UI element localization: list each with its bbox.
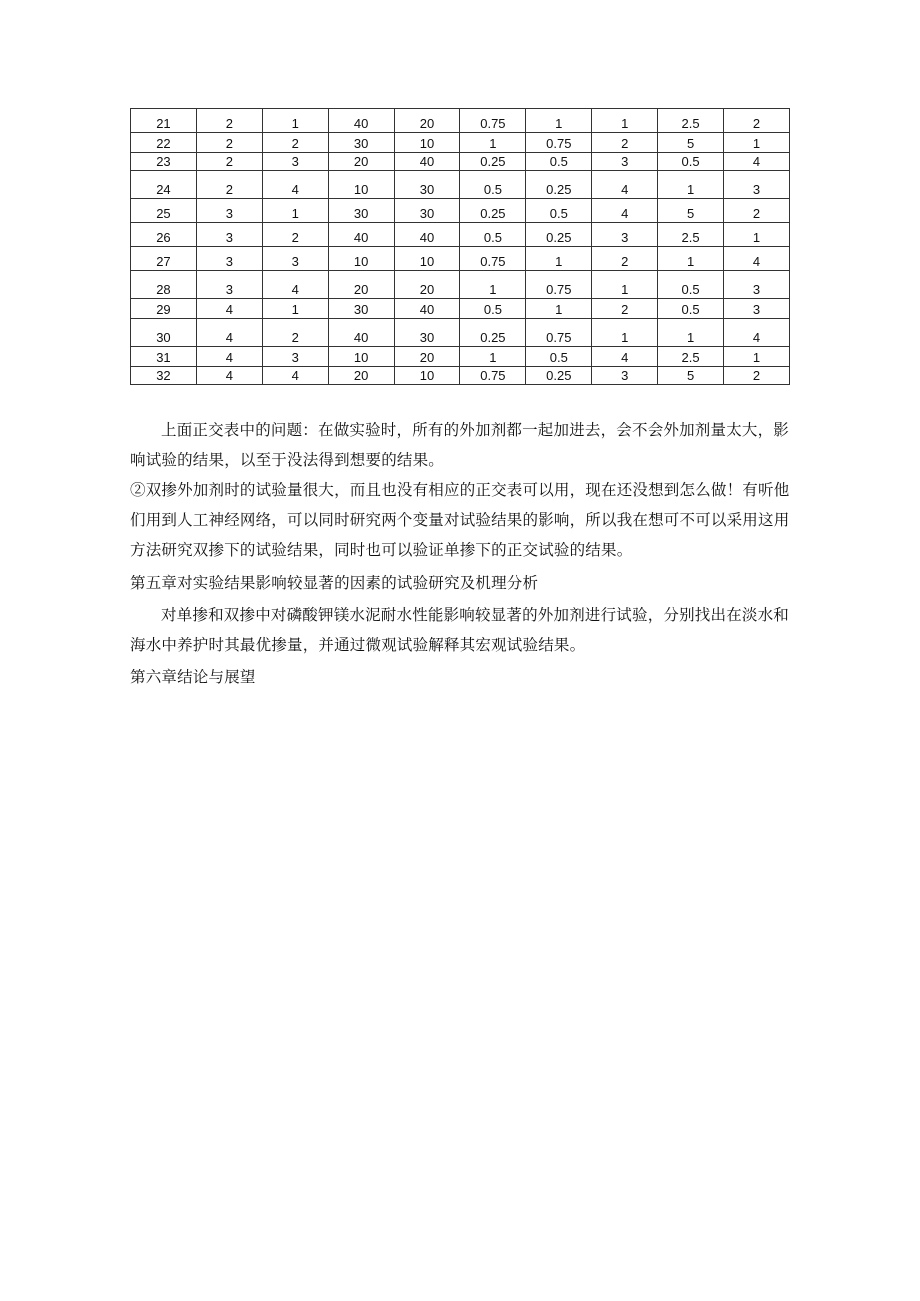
table-cell: 0.75 <box>526 271 592 299</box>
table-cell: 0.5 <box>460 299 526 319</box>
table-cell: 28 <box>131 271 197 299</box>
table-cell: 0.75 <box>460 109 526 133</box>
table-cell: 2 <box>262 133 328 153</box>
table-cell: 26 <box>131 223 197 247</box>
table-cell: 4 <box>724 319 790 347</box>
paragraph-table-issue: 上面正交表中的问题：在做实验时，所有的外加剂都一起加进去，会不会外加剂量太大，影响试验的结果，以至于没法得到想要的结果。 <box>130 421 790 469</box>
table-cell: 2 <box>262 223 328 247</box>
table-cell: 2 <box>196 171 262 199</box>
table-cell: 2 <box>196 133 262 153</box>
table-cell: 0.5 <box>526 153 592 171</box>
table-cell: 1 <box>526 299 592 319</box>
table-cell: 0.75 <box>526 319 592 347</box>
table-row <box>131 223 790 247</box>
table-cell: 0.25 <box>526 171 592 199</box>
table-cell: 30 <box>328 299 394 319</box>
table-cell: 20 <box>394 347 460 367</box>
table-cell: 0.5 <box>658 299 724 319</box>
table-cell: 3 <box>724 271 790 299</box>
table-cell: 21 <box>131 109 197 133</box>
table-cell: 30 <box>131 319 197 347</box>
table-cell: 4 <box>724 247 790 271</box>
table-cell: 4 <box>196 367 262 385</box>
table-cell: 1 <box>526 247 592 271</box>
table-cell: 4 <box>592 199 658 223</box>
table-cell: 22 <box>131 133 197 153</box>
table-cell: 5 <box>658 133 724 153</box>
table-cell: 2 <box>724 109 790 133</box>
table-cell: 2 <box>592 133 658 153</box>
table-cell: 27 <box>131 247 197 271</box>
table-row <box>131 367 790 385</box>
table-row <box>131 109 790 133</box>
table-cell: 4 <box>724 153 790 171</box>
table-cell: 1 <box>658 171 724 199</box>
table-cell: 2.5 <box>658 223 724 247</box>
table-cell: 3 <box>196 199 262 223</box>
table-cell: 4 <box>196 299 262 319</box>
table-cell: 1 <box>526 109 592 133</box>
table-cell: 1 <box>658 247 724 271</box>
table-cell: 3 <box>262 247 328 271</box>
orthogonal-table-body <box>131 109 790 385</box>
table-cell: 0.5 <box>658 271 724 299</box>
table-cell: 29 <box>131 299 197 319</box>
paragraph-chapter-5: 对单掺和双掺中对磷酸钾镁水泥耐水性能影响较显著的外加剂进行试验，分别找出在淡水和海水中养护时其最优掺量，并通过微观试验解释其宏观试验结果。 <box>130 606 790 654</box>
table-cell: 0.5 <box>460 223 526 247</box>
table-cell: 1 <box>592 109 658 133</box>
table-cell: 3 <box>262 347 328 367</box>
table-cell: 2 <box>724 367 790 385</box>
table-cell: 24 <box>131 171 197 199</box>
table-cell: 30 <box>394 319 460 347</box>
table-cell: 3 <box>196 247 262 271</box>
paragraph-double-dosage: ②双掺外加剂时的试验量很大，而且也没有相应的正交表可以用，现在还没想到怎么做！有听他们用到人工神经网络，可以同时研究两个变量对试验结果的影响，所以我在想可不可以采用这用方法研究双掺下的试验结果，同时也可以验证单掺下的正交试验的结果。 <box>130 481 790 559</box>
table-cell: 4 <box>262 171 328 199</box>
table-cell: 5 <box>658 367 724 385</box>
table-cell: 2 <box>196 109 262 133</box>
table-row <box>131 247 790 271</box>
table-cell: 20 <box>394 271 460 299</box>
table-cell: 30 <box>328 133 394 153</box>
table-cell: 4 <box>196 347 262 367</box>
table-cell: 2 <box>592 247 658 271</box>
table-cell: 1 <box>460 271 526 299</box>
table-cell: 1 <box>460 347 526 367</box>
table-cell: 4 <box>196 319 262 347</box>
table-cell: 0.25 <box>460 153 526 171</box>
table-cell: 1 <box>262 199 328 223</box>
table-cell: 40 <box>394 299 460 319</box>
table-cell: 1 <box>724 347 790 367</box>
table-cell: 1 <box>262 109 328 133</box>
table-cell: 2 <box>592 299 658 319</box>
table-cell: 1 <box>262 299 328 319</box>
table-row <box>131 299 790 319</box>
table-cell: 23 <box>131 153 197 171</box>
table-cell: 1 <box>724 133 790 153</box>
table-cell: 10 <box>328 347 394 367</box>
table-cell: 10 <box>328 171 394 199</box>
table-cell: 3 <box>724 299 790 319</box>
table-cell: 1 <box>724 223 790 247</box>
table-row <box>131 199 790 223</box>
table-cell: 20 <box>328 271 394 299</box>
table-cell: 3 <box>592 223 658 247</box>
table-cell: 0.25 <box>526 223 592 247</box>
table-cell: 3 <box>196 271 262 299</box>
table-cell: 40 <box>394 153 460 171</box>
table-cell: 20 <box>328 367 394 385</box>
table-cell: 3 <box>196 223 262 247</box>
table-cell: 3 <box>724 171 790 199</box>
table-cell: 4 <box>262 367 328 385</box>
table-cell: 0.75 <box>460 247 526 271</box>
table-cell: 2 <box>196 153 262 171</box>
table-cell: 40 <box>328 109 394 133</box>
table-cell: 4 <box>262 271 328 299</box>
table-row <box>131 271 790 299</box>
chapter-6-heading: 第六章结论与展望 <box>130 668 256 686</box>
table-cell: 0.5 <box>526 347 592 367</box>
table-cell: 30 <box>394 171 460 199</box>
table-cell: 5 <box>658 199 724 223</box>
table-cell: 1 <box>658 319 724 347</box>
table-cell: 1 <box>460 133 526 153</box>
table-row <box>131 133 790 153</box>
table-cell: 4 <box>592 171 658 199</box>
table-cell: 31 <box>131 347 197 367</box>
table-row <box>131 347 790 367</box>
table-row <box>131 319 790 347</box>
table-cell: 2 <box>262 319 328 347</box>
table-cell: 0.75 <box>526 133 592 153</box>
table-cell: 10 <box>394 247 460 271</box>
table-cell: 40 <box>394 223 460 247</box>
chapter-5-heading: 第五章对实验结果影响较显著的因素的试验研究及机理分析 <box>130 574 539 592</box>
table-cell: 20 <box>328 153 394 171</box>
table-cell: 2 <box>724 199 790 223</box>
table-cell: 32 <box>131 367 197 385</box>
table-cell: 3 <box>592 367 658 385</box>
table-cell: 1 <box>592 319 658 347</box>
table-cell: 2.5 <box>658 347 724 367</box>
table-cell: 10 <box>394 367 460 385</box>
table-cell: 3 <box>262 153 328 171</box>
table-cell: 25 <box>131 199 197 223</box>
table-cell: 2.5 <box>658 109 724 133</box>
table-cell: 10 <box>394 133 460 153</box>
table-cell: 3 <box>592 153 658 171</box>
table-cell: 1 <box>592 271 658 299</box>
table-cell: 0.25 <box>460 319 526 347</box>
table-row <box>131 171 790 199</box>
table-cell: 30 <box>328 199 394 223</box>
table-cell: 30 <box>394 199 460 223</box>
table-cell: 0.25 <box>526 367 592 385</box>
table-cell: 40 <box>328 319 394 347</box>
table-cell: 0.25 <box>460 199 526 223</box>
table-cell: 4 <box>592 347 658 367</box>
table-cell: 20 <box>394 109 460 133</box>
table-cell: 10 <box>328 247 394 271</box>
table-cell: 0.5 <box>460 171 526 199</box>
table-cell: 0.5 <box>658 153 724 171</box>
table-cell: 0.75 <box>460 367 526 385</box>
table-cell: 40 <box>328 223 394 247</box>
table-cell: 0.5 <box>526 199 592 223</box>
table-row <box>131 153 790 171</box>
orthogonal-table <box>130 108 790 385</box>
